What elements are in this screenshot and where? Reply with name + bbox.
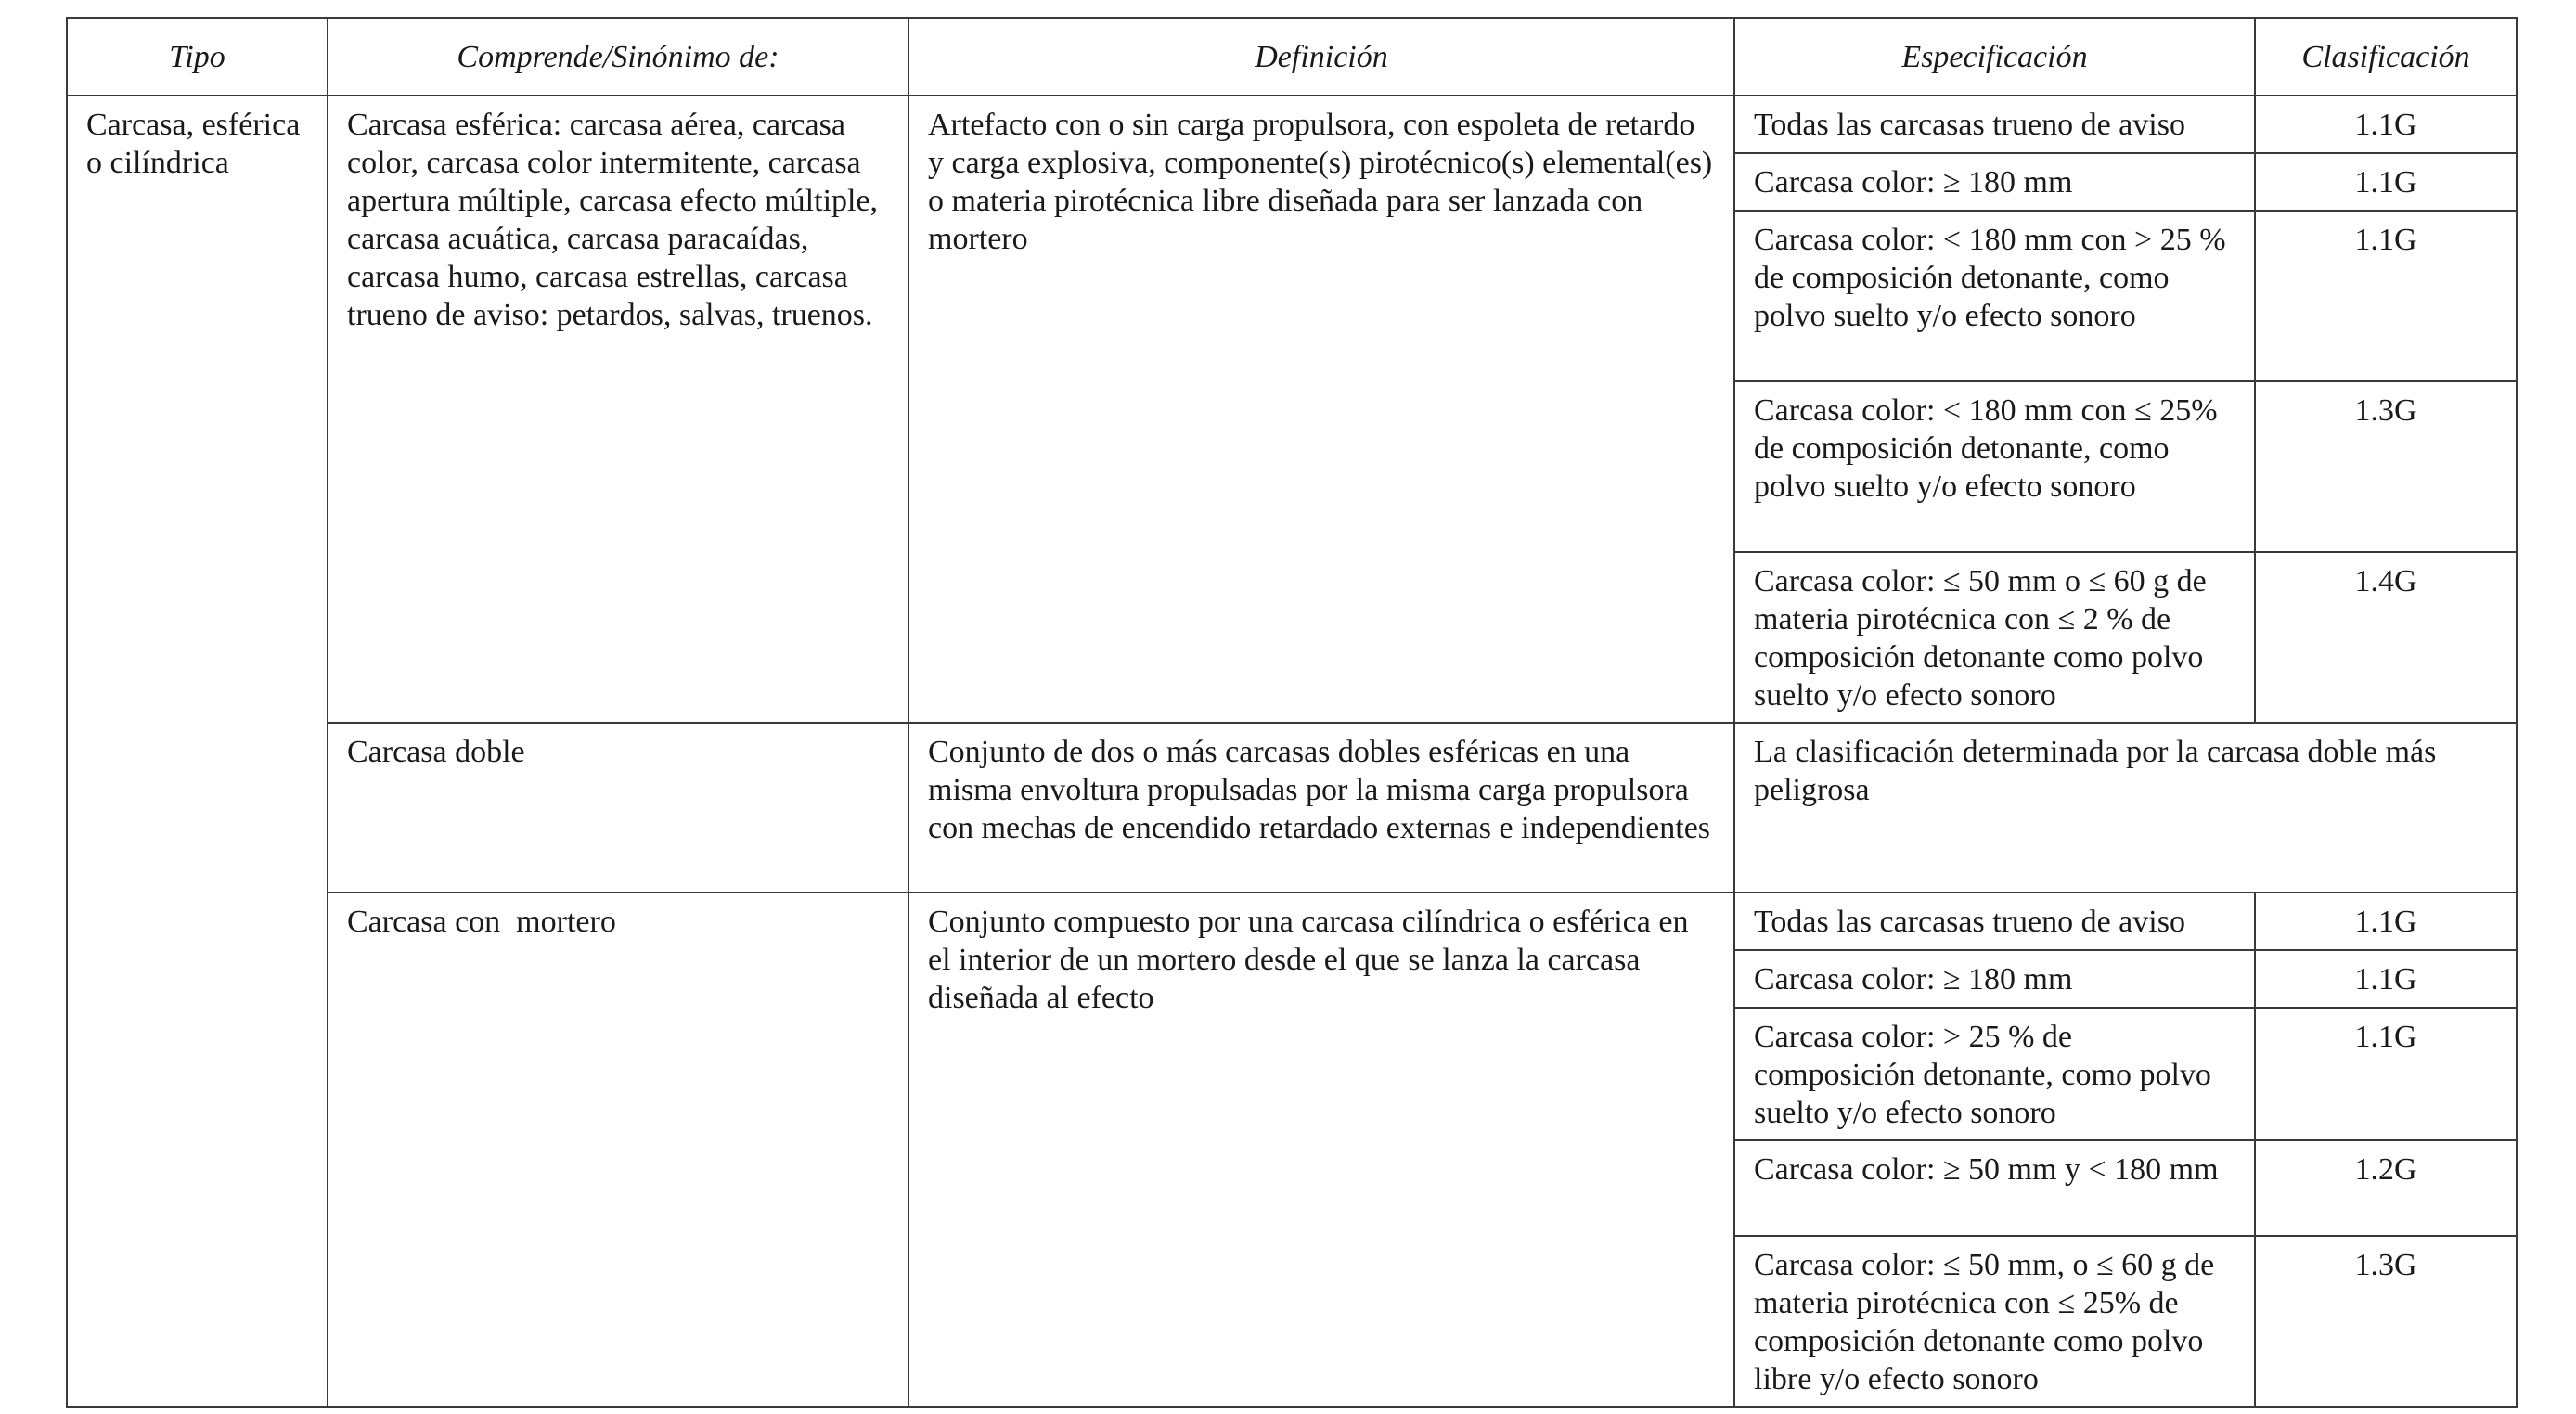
tipo-text: Carcasa, esférica o cilíndrica [86, 108, 301, 180]
class-cell [2255, 211, 2517, 381]
spec-text: Carcasa color: ≥ 180 mm [1754, 962, 2073, 996]
merged-spec-text: La clasificación determinada por la carcasa doble más peligrosa [1754, 735, 2437, 807]
spec-text: Carcasa color: < 180 mm con > 25 % de composición detonante, como polvo suelto y/o efecto sonoro [1754, 223, 2226, 333]
definicion-text: Artefacto con o sin carga propulsora, con espoleta de retardo y carga explosiva, componente(s) pirotécnico(s) elemental(es) o materia pirotécnica libre diseñada para ser lanzada con mortero [928, 108, 1713, 256]
class-value: 1.1G [2354, 905, 2417, 939]
header-definicion: Definición [908, 18, 1734, 96]
spec-cell [1734, 1140, 2255, 1236]
header-tipo: Tipo [67, 18, 328, 96]
class-value: 1.4G [2354, 564, 2417, 598]
spec-text: Carcasa color: < 180 mm con ≤ 25% de composición detonante, como polvo suelto y/o efecto sonoro [1754, 393, 2218, 504]
class-cell [2255, 96, 2517, 153]
spec-text: Carcasa color: ≤ 50 mm, o ≤ 60 g de materia pirotécnica con ≤ 25% de composición detonante como polvo libre y/o efecto sonoro [1754, 1248, 2215, 1396]
tipo-cell [67, 96, 328, 1407]
spec-cell [1734, 96, 2255, 153]
table-row [67, 723, 2517, 893]
class-cell [2255, 893, 2517, 950]
classification-table [66, 17, 2518, 1408]
merged-spec-cell [1734, 723, 2517, 893]
comprende-text: Carcasa con mortero [347, 905, 616, 939]
class-cell [2255, 1236, 2517, 1407]
spec-text: Carcasa color: > 25 % de composición detonante, como polvo suelto y/o efecto sonoro [1754, 1020, 2211, 1130]
class-value: 1.1G [2354, 962, 2417, 996]
header-clasificacion: Clasificación [2255, 18, 2517, 96]
class-value: 1.1G [2354, 223, 2417, 257]
spec-cell [1734, 950, 2255, 1008]
class-cell [2255, 1140, 2517, 1236]
definicion-text: Conjunto de dos o más carcasas dobles esféricas en una misma envoltura propulsadas por la misma carga propulsora con mechas de encendido retardado externas e independientes [928, 735, 1711, 845]
spec-cell [1734, 1236, 2255, 1407]
definicion-text: Conjunto compuesto por una carcasa cilíndrica o esférica en el interior de un mortero desde el que se lanza la carcasa diseñada al efecto [928, 905, 1689, 1015]
table-row [67, 893, 2517, 950]
class-value: 1.1G [2354, 1020, 2417, 1054]
class-cell [2255, 153, 2517, 211]
header-row [67, 18, 2517, 96]
spec-cell [1734, 211, 2255, 381]
header-especificacion: Especificación [1734, 18, 2255, 96]
class-value: 1.3G [2354, 393, 2417, 428]
comprende-cell [328, 723, 908, 893]
header-comprende: Comprende/Sinónimo de: [328, 18, 908, 96]
table-row [67, 96, 2517, 153]
spec-text: Todas las carcasas trueno de aviso [1754, 905, 2185, 939]
definicion-cell [908, 96, 1734, 723]
comprende-text: Carcasa esférica: carcasa aérea, carcasa color, carcasa color intermitente, carcasa apertura múltiple, carcasa efecto múltiple, carcasa acuática, carcasa paracaídas, carcasa humo, carcasa estrellas, carcasa trueno de aviso: petardos, salvas, truenos. [347, 108, 879, 332]
class-cell [2255, 1008, 2517, 1140]
comprende-cell [328, 893, 908, 1407]
class-value: 1.1G [2354, 165, 2417, 199]
class-value: 1.3G [2354, 1248, 2417, 1282]
spec-cell [1734, 1008, 2255, 1140]
class-value: 1.1G [2354, 108, 2417, 142]
definicion-cell [908, 893, 1734, 1407]
class-value: 1.2G [2354, 1152, 2417, 1187]
spec-text: Carcasa color: ≥ 180 mm [1754, 165, 2073, 199]
spec-cell [1734, 552, 2255, 723]
comprende-cell [328, 96, 908, 723]
spec-text: Carcasa color: ≥ 50 mm y < 180 mm [1754, 1152, 2219, 1187]
class-cell [2255, 381, 2517, 552]
comprende-text: Carcasa doble [347, 735, 525, 769]
class-cell [2255, 552, 2517, 723]
spec-cell [1734, 381, 2255, 552]
spec-cell [1734, 893, 2255, 950]
spec-cell [1734, 153, 2255, 211]
class-cell [2255, 950, 2517, 1008]
definicion-cell [908, 723, 1734, 893]
spec-text: Todas las carcasas trueno de aviso [1754, 108, 2185, 142]
spec-text: Carcasa color: ≤ 50 mm o ≤ 60 g de materia pirotécnica con ≤ 2 % de composición detonante como polvo suelto y/o efecto sonoro [1754, 564, 2207, 713]
